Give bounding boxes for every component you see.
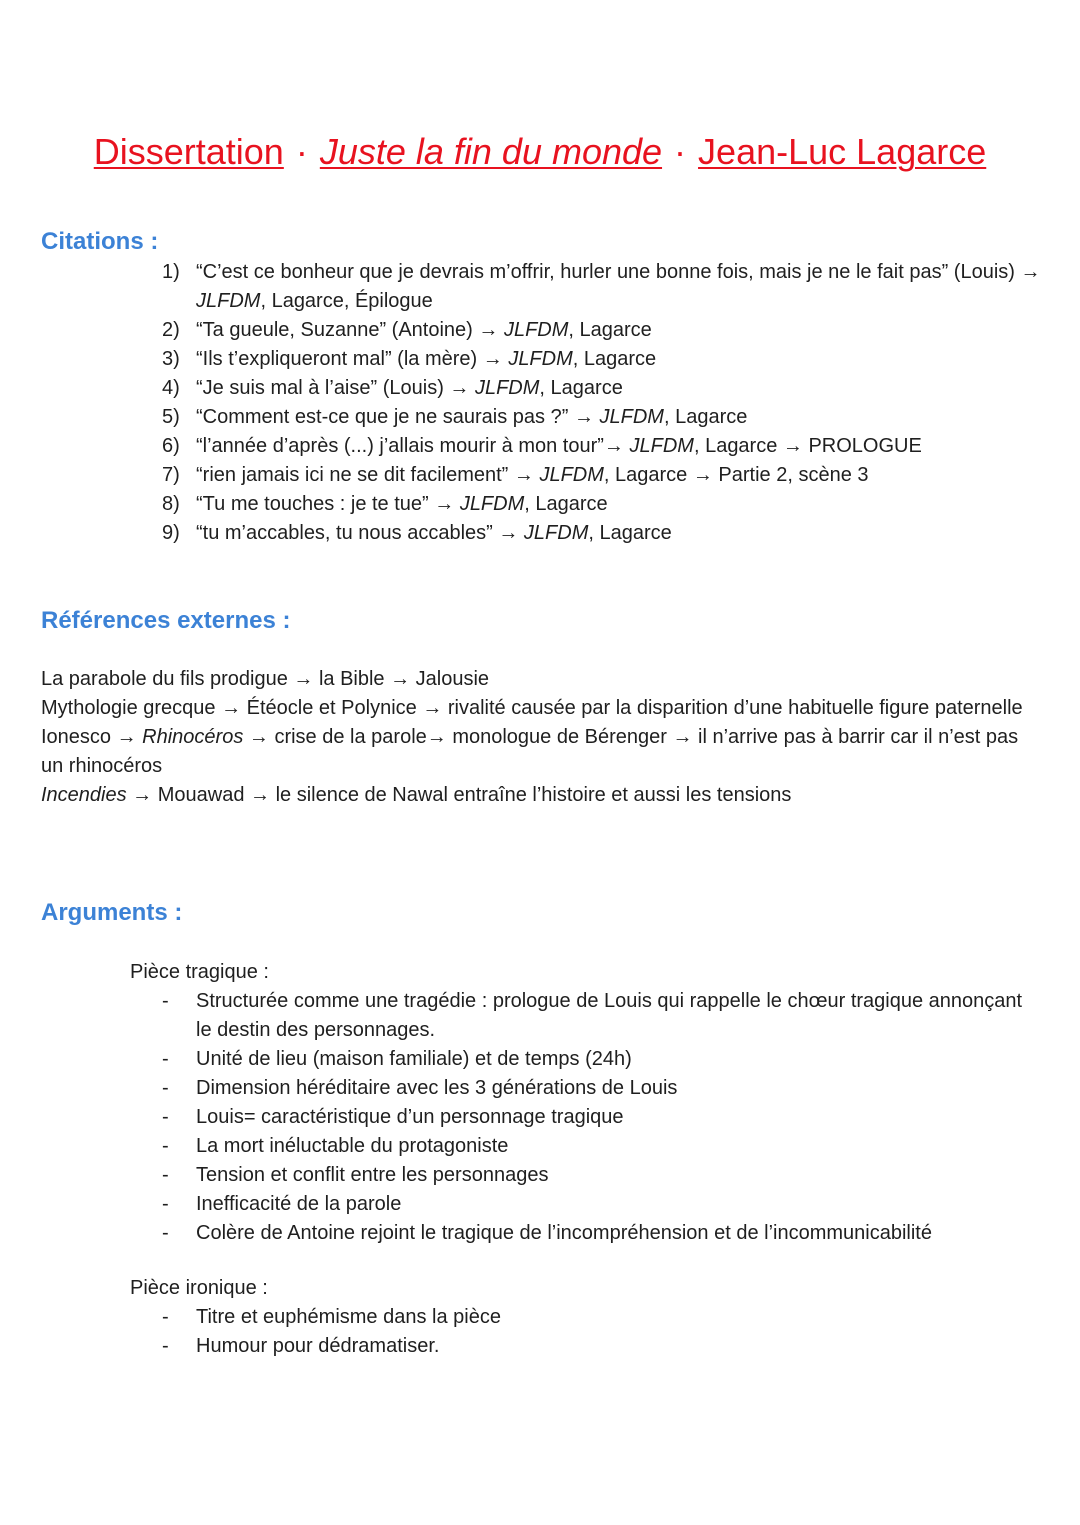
citation-quote: “Ta gueule, Suzanne” (Antoine) → [196,319,504,341]
citation-text [196,403,1042,432]
argument-item [130,1103,1030,1132]
dash-bullet: - [162,1222,169,1244]
citation-number: 2) [162,319,180,341]
citation-item [162,519,1042,548]
citation-work: JLFDM [508,348,573,370]
argument-group-tragique [130,958,1030,1248]
dash-bullet: - [162,990,169,1012]
reference-work: Incendies [41,784,127,806]
citation-source: , Lagarce [588,522,672,544]
citation-source: , Lagarce, Épilogue [260,290,433,312]
citation-quote: “Je suis mal à l’aise” (Louis) → [196,377,475,399]
dash-bullet: - [162,1135,169,1157]
argument-text: Humour pour dédramatiser. [196,1335,440,1357]
argument-list [130,1303,1030,1361]
reference-text: Ionesco → [41,726,143,748]
reference-text: Mythologie grecque → Étéocle et Polynice → rivalité causée par la disparition d’une habituelle figure paternelle [41,697,1023,719]
citation-text [196,258,1042,316]
citation-quote: “l’année d’après (...) j’allais mourir à mon tour”→ [196,435,630,457]
dash-bullet: - [162,1077,169,1099]
argument-item [130,1161,1030,1190]
reference-text: La parabole du fils prodigue → la Bible → Jalousie [41,668,490,690]
citation-item [162,316,1042,345]
citation-number: 5) [162,406,180,428]
citation-item [162,461,1042,490]
citation-quote: “Ils t’expliqueront mal” (la mère) → [196,348,509,370]
citations-list [162,258,1042,548]
argument-text: Structurée comme une tragédie : prologue de Louis qui rappelle le chœur tragique annonçant le destin des personnages. [196,990,1023,1041]
citation-source: , Lagarce [572,348,657,370]
citation-source: , Lagarce [524,493,608,515]
reference-work: Rhinocéros [142,726,244,748]
dash-bullet: - [162,1306,169,1328]
citation-quote: “C’est ce bonheur que je devrais m’offrir, hurler une bonne fois, mais je ne le fait pas” (Louis) → [196,261,1041,283]
citation-source: , Lagarce [663,406,748,428]
citation-text [196,345,1042,374]
citation-item [162,258,1042,316]
page-title [0,128,1080,176]
citation-source: , Lagarce [568,319,652,341]
reference-text: → crise de la parole→ monologue de Bérenger → il n’arrive pas à barrir car il n’est pas un rhinocéros [41,726,1019,777]
argument-text: Titre et euphémisme dans la pièce [196,1306,501,1328]
citation-number: 3) [162,348,180,370]
dash-bullet: - [162,1164,169,1186]
citation-work: JLFDM [196,290,261,312]
argument-group-ironique [130,1274,1030,1361]
argument-text: Inefficacité de la parole [196,1193,402,1215]
title-work: Juste la fin du monde [319,131,663,172]
arguments-heading: Arguments : [41,899,183,926]
reference-line [41,665,1031,694]
citation-number: 6) [162,435,180,457]
citation-quote: “Comment est-ce que je ne saurais pas ?” → [196,406,600,428]
citation-item [162,432,1042,461]
citation-number: 1) [162,261,180,283]
citation-source: , Lagarce → PROLOGUE [693,435,922,457]
reference-text: → Mouawad → le silence de Nawal entraîne l’histoire et aussi les tensions [126,784,792,806]
citation-number: 4) [162,377,180,399]
citation-source: , Lagarce → Partie 2, scène 3 [603,464,869,486]
citation-source: , Lagarce [539,377,623,399]
argument-text: Dimension héréditaire avec les 3 générations de Louis [196,1077,678,1099]
argument-item [130,1303,1030,1332]
citation-text [196,519,1042,548]
citation-number: 7) [162,464,180,486]
citation-quote: “Tu me touches : je te tue” → [196,493,460,515]
citation-work: JLFDM [474,377,540,399]
citation-work: JLFDM [523,522,589,544]
citation-text [196,461,1042,490]
dash-bullet: - [162,1193,169,1215]
argument-group-title: Pièce tragique : [130,961,269,983]
citation-item [162,374,1042,403]
citation-work: JLFDM [629,435,694,457]
argument-item [130,1132,1030,1161]
citation-work: JLFDM [539,464,604,486]
citation-text [196,490,1042,519]
argument-text: La mort inéluctable du protagoniste [196,1135,509,1157]
citation-quote: “rien jamais ici ne se dit facilement” → [196,464,540,486]
dash-bullet: - [162,1335,169,1357]
title-dissertation: Dissertation [93,131,284,172]
reference-line [41,694,1031,723]
citation-text [196,316,1042,345]
title-author: Jean-Luc Lagarce [698,131,987,172]
citation-item [162,345,1042,374]
citation-item [162,490,1042,519]
argument-item [130,1219,1030,1248]
argument-item [130,1190,1030,1219]
citation-number: 9) [162,522,180,544]
citation-text [196,432,1042,461]
citation-work: JLFDM [503,319,569,341]
argument-text: Tension et conflit entre les personnages [196,1164,549,1186]
citation-item [162,403,1042,432]
citation-work: JLFDM [599,406,664,428]
argument-text: Unité de lieu (maison familiale) et de temps (24h) [196,1048,632,1070]
citation-number: 8) [162,493,180,515]
references-heading: Références externes : [41,607,291,634]
argument-item [130,1332,1030,1361]
title-separator: · [674,131,687,172]
references-block [41,665,1031,810]
citations-heading: Citations : [41,228,159,255]
title-separator: · [295,131,308,172]
reference-line [41,781,1031,810]
argument-item [130,1074,1030,1103]
argument-list [130,987,1030,1248]
dash-bullet: - [162,1048,169,1070]
dash-bullet: - [162,1106,169,1128]
citation-quote: “tu m’accables, tu nous accables” → [196,522,524,544]
reference-line [41,723,1031,781]
argument-group-title: Pièce ironique : [130,1277,268,1299]
argument-item [130,1045,1030,1074]
argument-item [130,987,1030,1045]
citation-work: JLFDM [459,493,525,515]
citation-text [196,374,1042,403]
argument-text: Colère de Antoine rejoint le tragique de l’incompréhension et de l’incommunicabilité [196,1222,932,1244]
argument-text: Louis= caractéristique d’un personnage tragique [196,1106,624,1128]
